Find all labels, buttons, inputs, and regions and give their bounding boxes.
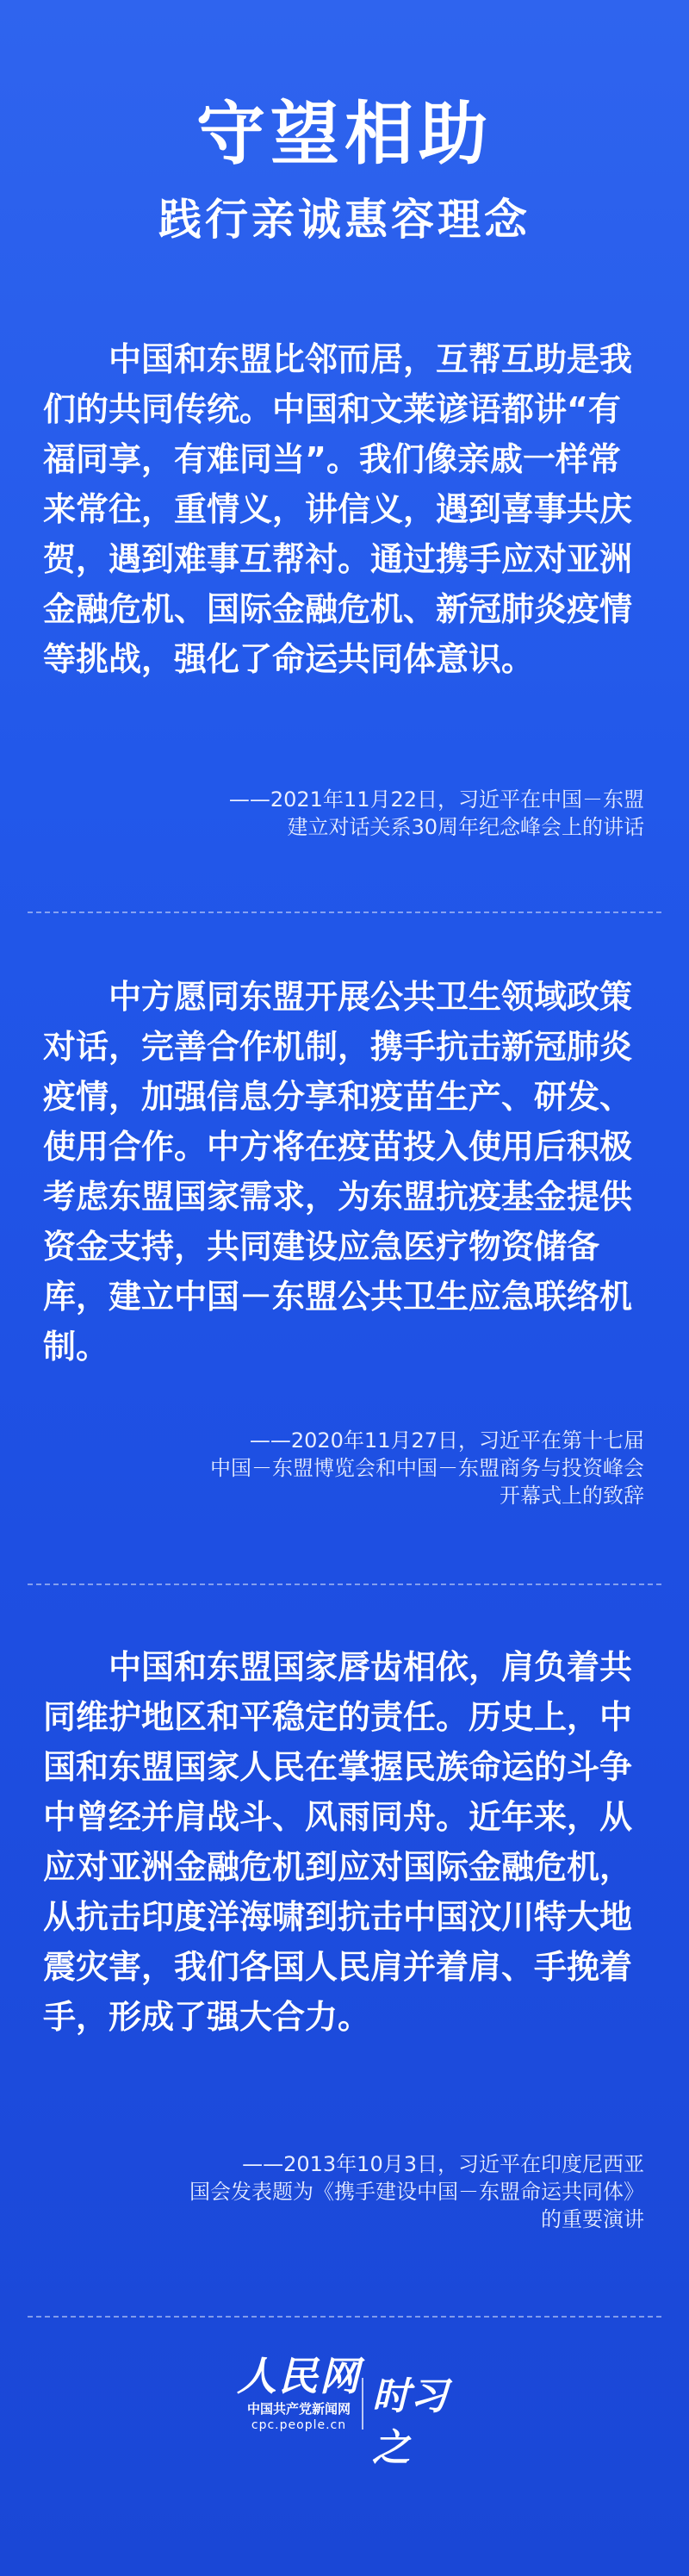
quote-3-source-line-3: 的重要演讲 bbox=[541, 2207, 644, 2231]
quote-2-source bbox=[24, 1427, 644, 1509]
quote-2-source-line-2: 中国－东盟博览会和中国－东盟商务与投资峰会 bbox=[210, 1456, 644, 1480]
people-daily-logo bbox=[226, 2352, 372, 2447]
people-logo-text: 人民网 bbox=[237, 2353, 361, 2399]
shixizhi-logo: 时习之 bbox=[372, 2374, 448, 2470]
quote-3-source bbox=[24, 2150, 644, 2233]
quote-1-source-line-1: ——2021年11月22日，习近平在中国－东盟 bbox=[228, 787, 644, 812]
quote-3-source-line-1: ——2013年10月3日，习近平在印度尼西亚 bbox=[242, 2152, 644, 2176]
divider-1 bbox=[28, 912, 661, 913]
people-logo-subtitle: 中国共产党新闻网 bbox=[246, 2401, 351, 2417]
page-subtitle: 践行亲诚惠容理念 bbox=[158, 195, 531, 245]
logo-separator bbox=[362, 2378, 363, 2430]
people-logo-url: cpc.people.cn bbox=[251, 2418, 347, 2432]
quote-3-source-line-2: 国会发表题为《携手建设中国－东盟命运共同体》 bbox=[189, 2180, 644, 2204]
quote-2-source-line-1: ——2020年11月27日，习近平在第十七届 bbox=[249, 1428, 644, 1453]
divider-2 bbox=[28, 1584, 661, 1585]
footer bbox=[0, 2352, 689, 2470]
quote-1-source-line-2: 建立对话关系30周年纪念峰会上的讲话 bbox=[287, 815, 644, 839]
quote-2-text: 中方愿同东盟开展公共卫生领域政策对话，完善合作机制，携手抗击新冠肺炎疫情，加强信息分享和疫苗生产、研发、使用合作。中方将在疫苗投入使用后积极考虑东盟国家需求，为东盟抗疫基金提供资金支持，共同建设应急医疗物资储备库，建立中国－东盟公共卫生应急联络机制。 bbox=[43, 978, 633, 1366]
quote-3-text: 中国和东盟国家唇齿相依，肩负着共同维护地区和平稳定的责任。历史上，中国和东盟国家人民在掌握民族命运的斗争中曾经并肩战斗、风雨同舟。近年来，从应对亚洲金融危机到应对国际金融危机，从抗击印度洋海啸到抗击中国汶川特大地震灾害，我们各国人民肩并着肩、手挽着手，形成了强大合力。 bbox=[43, 1648, 633, 2036]
page-title: 守望相助 bbox=[196, 94, 493, 174]
divider-3 bbox=[28, 2316, 661, 2318]
quote-1-source bbox=[24, 786, 644, 841]
quote-2-source-line-3: 开幕式上的致辞 bbox=[500, 1484, 644, 1508]
quote-1-text: 中国和东盟比邻而居，互帮互助是我们的共同传统。中国和文莱谚语都讲“有福同享，有难同当”。我们像亲戚一样常来常往，重情义，讲信义，遇到喜事共庆贺，遇到难事互帮衬。通过携手应对亚洲金融危机、国际金融危机、新冠肺炎疫情等挑战，强化了命运共同体意识。 bbox=[43, 340, 633, 678]
